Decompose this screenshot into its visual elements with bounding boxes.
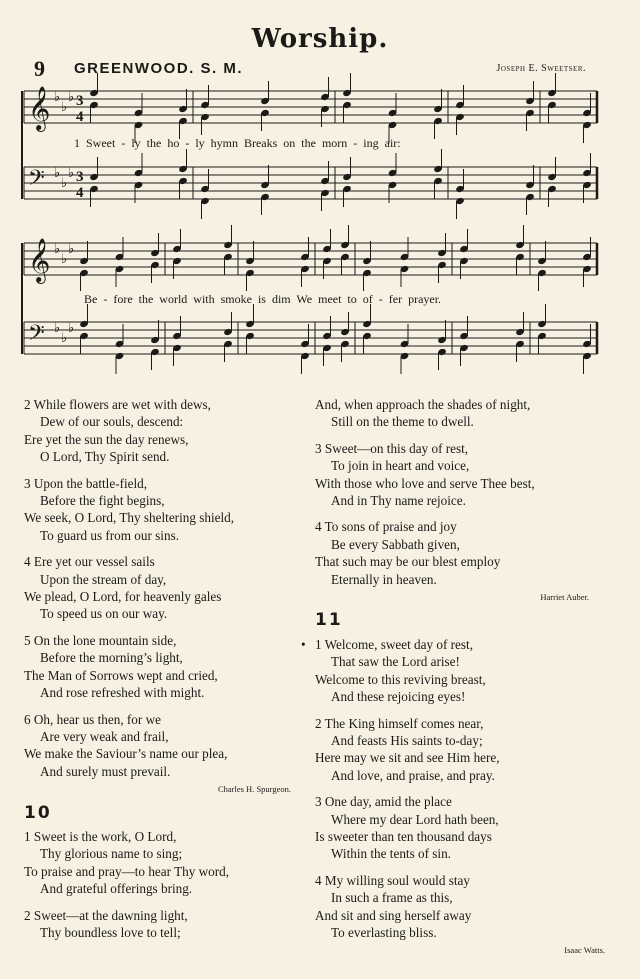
flat-sign: ♭ xyxy=(54,90,61,105)
hymn9-stanza-4: 4 Ere yet our vessel sails Upon the stream of day, We plead, O Lord, for heavenly gales To speed us on our way. xyxy=(24,554,222,622)
hymn10-author: Harriet Auber. xyxy=(540,592,589,603)
hymn-number: 9 xyxy=(34,56,45,81)
flat-sign: ♭ xyxy=(54,321,61,336)
hymn11-stanza-2: 2 The King himself comes near, And feasts His saints to-day; Here may we sit and see Him here, And love, and praise, and pray. xyxy=(315,715,500,783)
bullet-mark: • xyxy=(301,636,306,652)
hymn9-stanza-3: 3 Upon the battle-field, Before the fight begins, We seek, O Lord, Thy sheltering shield, To guard us from our sins. xyxy=(24,475,235,543)
left-column xyxy=(24,396,309,950)
hymn10-stanza-4: 4 To sons of praise and joy Be every Sabbath given, That such may be our blest employ Eternally in heaven. xyxy=(315,519,501,587)
page-title: Worship. xyxy=(251,24,389,54)
tune-name: GREENWOOD. S. M. xyxy=(74,60,244,77)
hymn11-stanza-4: 4 My willing soul would stay In such a frame as this, And sit and sing herself away To everlasting bliss. xyxy=(315,872,472,940)
hymn10-stanza-2: 2 Sweet—at the dawning light, Thy boundless love to tell; xyxy=(24,907,188,940)
hymn10-number: 10 xyxy=(24,802,52,823)
flat-sign: ♭ xyxy=(61,331,68,346)
lyric-line-1: 1 Sweet - ly the ho - ly hymn Breaks on the morn - ing air: xyxy=(74,136,401,150)
time-signature-top: 3 xyxy=(76,169,84,185)
flat-sign: ♭ xyxy=(54,242,61,257)
flat-sign: ♭ xyxy=(68,242,75,257)
hymn9-stanza-6: 6 Oh, hear us then, for we Are very weak and frail, We make the Saviour’s name our plea, And surely must prevail. xyxy=(24,711,228,779)
hymn11-stanza-3: 3 One day, amid the place Where my dear Lord hath been, Is sweeter than ten thousand days Within the tents of sin. xyxy=(315,794,499,862)
time-signature-bottom: 4 xyxy=(76,185,84,201)
treble-clef: 𝄞 xyxy=(28,86,51,130)
flat-sign: ♭ xyxy=(68,90,75,105)
hymn11-author: Isaac Watts. xyxy=(564,945,605,956)
bass-clef: 𝄢 xyxy=(28,321,45,351)
flat-sign: ♭ xyxy=(54,166,61,181)
treble-clef: 𝄞 xyxy=(28,238,51,282)
flat-sign: ♭ xyxy=(61,100,68,115)
right-column xyxy=(301,396,615,966)
hymn10-stanza-3: 3 Sweet—on this day of rest, To join in heart and voice, With those who love and serve Thee best, And in Thy name rejoice. xyxy=(315,440,535,509)
bass-clef: 𝄢 xyxy=(28,166,45,196)
hymn10-stanza-2-cont: And, when approach the shades of night, Still on the theme to dwell. xyxy=(315,397,531,430)
flat-sign: ♭ xyxy=(61,252,68,267)
time-signature-top: 3 xyxy=(76,93,84,109)
hymn10-stanza-1: 1 Sweet is the work, O Lord, Thy glorious name to sing; To praise and pray—to hear Thy word, And grateful offerings bring. xyxy=(24,828,230,897)
music-score xyxy=(0,0,640,380)
flat-sign: ♭ xyxy=(68,166,75,181)
hymn9-author: Charles H. Spurgeon. xyxy=(217,784,291,795)
hymn11-number: 11 xyxy=(315,610,343,631)
hymn9-stanza-5: 5 On the lone mountain side, Before the morning’s light, The Man of Sorrows wept and cried, And rose refreshed with might. xyxy=(24,632,218,701)
composer: Joseph E. Sweetser. xyxy=(496,63,586,74)
hymn11-stanza-1: • 1 Welcome, sweet day of rest, That saw the Lord arise! Welcome to this reviving breast, And these rejoicing eyes! xyxy=(301,636,486,705)
flat-sign: ♭ xyxy=(68,321,75,336)
flat-sign: ♭ xyxy=(61,176,68,191)
lyric-line-2: Be - fore the world with smoke is dim We meet to of - fer prayer. xyxy=(84,292,442,306)
hymn9-stanza-2: 2 While flowers are wet with dews, Dew of our souls, descend: Ere yet the sun the day renews, O Lord, Thy Spirit send. xyxy=(24,397,211,465)
time-signature-bottom: 4 xyxy=(76,109,84,125)
